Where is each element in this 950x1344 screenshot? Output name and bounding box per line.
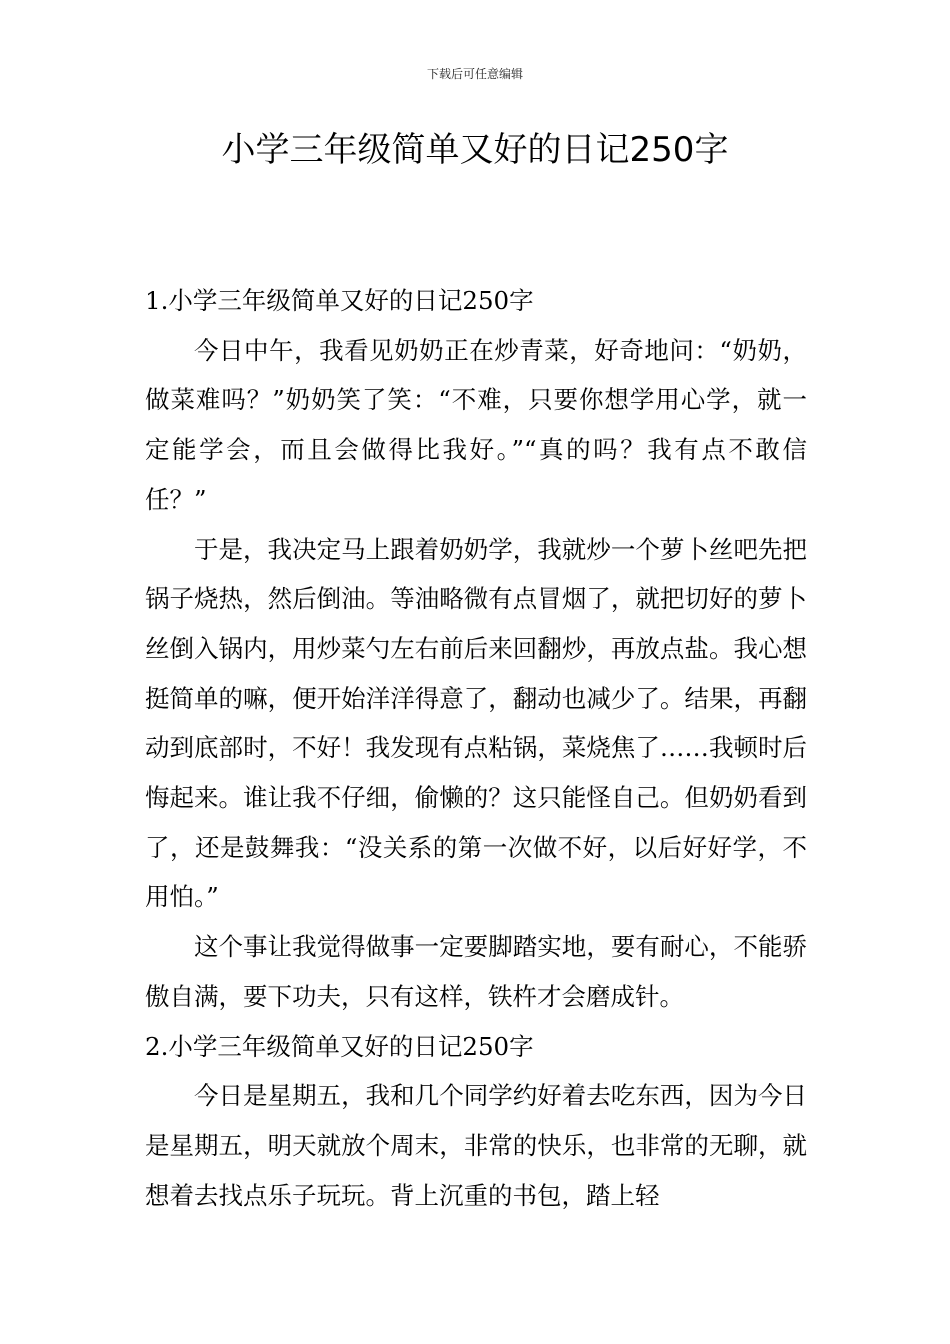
paragraph: 今日是星期五，我和几个同学约好着去吃东西，因为今日是星期五，明天就放个周末，非常的快乐，也非常的无聊，就想着去找点乐子玩玩。背上沉重的书包，踏上轻 xyxy=(145,1081,807,1210)
paragraph: 于是，我决定马上跟着奶奶学，我就炒一个萝卜丝吧先把锅子烧热，然后倒油。等油略微有点冒烟了，就把切好的萝卜丝倒入锅内，用炒菜勺左右前后来回翻炒，再放点盐。我心想挺简单的嘛，便开始洋洋得意了，翻动也减少了。结果，再翻动到底部时，不好！我发现有点粘锅，菜烧焦了……我顿时后悔起来。谁让我不仔细，偷懒的？这只能怪自己。但奶奶看到了，还是鼓舞我：“没关系的第一次做不好，以后好好学，不用怕。” xyxy=(145,534,807,912)
header-note: 下载后可任意编辑 xyxy=(426,67,523,81)
paragraph: 今日中午，我看见奶奶正在炒青菜，好奇地问：“奶奶，做菜难吗？”奶奶笑了笑：“不难，只要你想学用心学，就一定能学会，而且会做得比我好。”“真的吗？我有点不敢信任？” xyxy=(145,335,807,514)
section-heading: 1.小学三年级简单又好的日记250字 xyxy=(145,286,534,315)
paragraph: 这个事让我觉得做事一定要脚踏实地，要有耐心，不能骄傲自满，要下功夫，只有这样，铁杵才会磨成针。 xyxy=(145,932,807,1011)
document-body xyxy=(145,276,807,1220)
section-heading: 2.小学三年级简单又好的日记250字 xyxy=(145,1031,534,1061)
document-title: 小学三年级简单又好的日记250字 xyxy=(221,130,729,170)
